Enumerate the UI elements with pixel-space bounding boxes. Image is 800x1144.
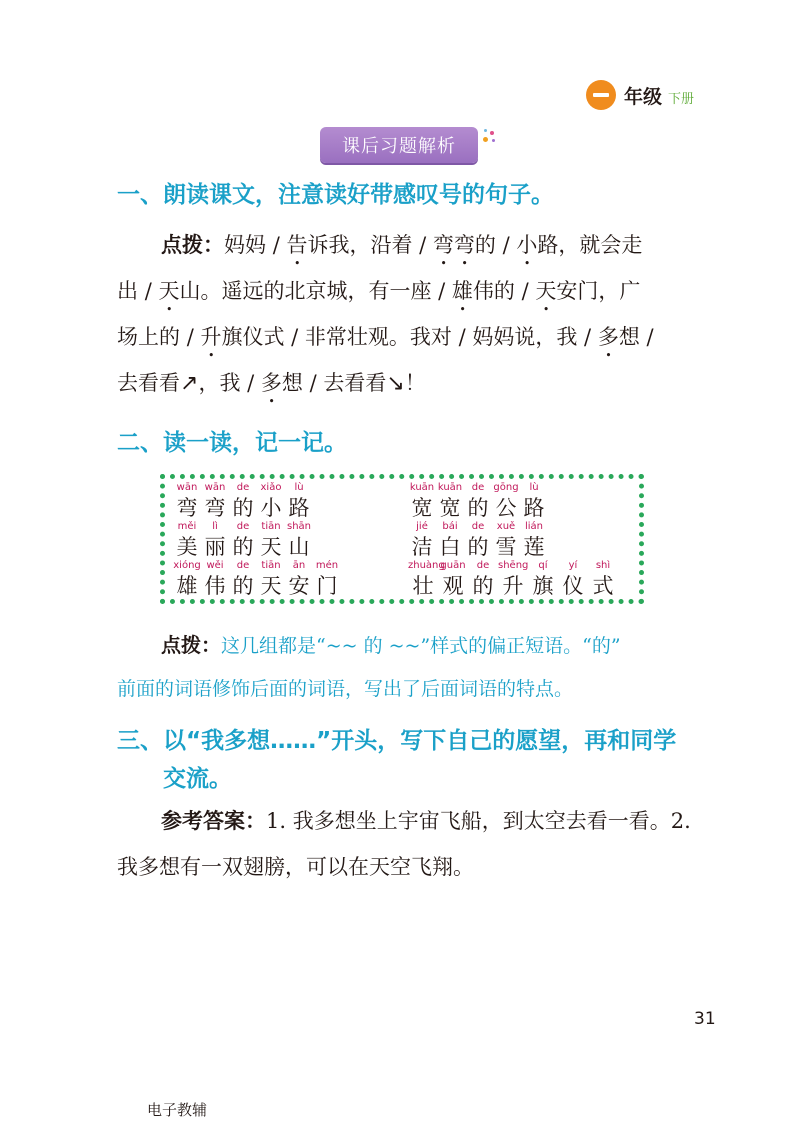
hanzi-char: 门	[316, 574, 338, 598]
pinyin-syllable: de	[236, 521, 250, 532]
hanzi-char: 洁	[411, 535, 433, 559]
grade-badge	[586, 80, 694, 110]
hanzi-char: 升	[502, 574, 524, 598]
footer-label: 电子教辅	[147, 1101, 208, 1119]
pinyin-syllable: xióng	[173, 560, 201, 571]
pinyin-syllable: guān	[440, 560, 466, 571]
answer-line-1: 1. 我多想坐上宇宙飞船，到太空去看一看。2.	[266, 809, 691, 833]
pinyin-syllable: qí	[538, 560, 548, 571]
hanzi-char: 路	[523, 496, 545, 520]
hanzi-char: 的	[467, 535, 489, 559]
hanzi-char: 仪	[562, 574, 584, 598]
question-3-answer	[117, 798, 717, 890]
hanzi-char: 弯	[204, 496, 226, 520]
pinyin-syllable: tiān	[261, 560, 281, 571]
pinyin-syllable: gōng	[493, 482, 519, 493]
section-banner: 课后习题解析	[320, 127, 478, 163]
hanzi-char: 白	[439, 535, 461, 559]
hanzi-char: 的	[232, 535, 254, 559]
question-1-hint: 点拨：妈妈 / 告诉我，沿着 / 弯弯的 / 小路，就会走 出 / 天山。遥远的北京城，有一座 / 雄伟的 / 天安门，广 场上的 / 升旗仪式 / 非常壮观。我对 / 妈妈说，我 / 多想 / 去看看↗，我 / 多想 / 去看看↘！	[117, 232, 654, 396]
pinyin-syllable: wān	[176, 482, 198, 493]
page-number: 31	[694, 1009, 716, 1029]
pinyin-syllable: wān	[204, 482, 226, 493]
pinyin-syllable: mén	[315, 560, 339, 571]
pinyin-syllable: de	[476, 560, 490, 571]
hanzi-char: 式	[592, 574, 614, 598]
hanzi-char: 天	[260, 535, 282, 559]
hanzi-char: 宽	[411, 496, 433, 520]
hanzi-char: 天	[260, 574, 282, 598]
hint-label: 点拨：	[161, 232, 224, 257]
hanzi-char: 的	[232, 574, 254, 598]
question-2-hint	[117, 623, 717, 711]
question-3-title-line-1: 三、以“我多想……”开头，写下自己的愿望，再和同学	[117, 728, 677, 754]
grade-circle-icon	[586, 80, 616, 110]
hanzi-char: 安	[288, 574, 310, 598]
pinyin-syllable: lì	[212, 521, 218, 532]
vocab-word	[173, 521, 313, 559]
hanzi-char: 美	[176, 535, 198, 559]
hanzi-char: 的	[232, 496, 254, 520]
vocab-word	[408, 560, 618, 598]
vocab-word	[173, 482, 313, 520]
pinyin-syllable: xiǎo	[260, 482, 282, 493]
pinyin-syllable: de	[471, 521, 485, 532]
hanzi-char: 宽	[439, 496, 461, 520]
pinyin-syllable: shēng	[498, 560, 529, 571]
pinyin-syllable: xuě	[496, 521, 516, 532]
hanzi-char: 公	[495, 496, 517, 520]
hanzi-char: 伟	[204, 574, 226, 598]
pinyin-syllable: lù	[294, 482, 304, 493]
hanzi-char: 路	[288, 496, 310, 520]
question-3-title-line-2: 交流。	[163, 766, 232, 792]
hanzi-char: 弯	[176, 496, 198, 520]
hanzi-char: 雪	[495, 535, 517, 559]
hanzi-char: 旗	[532, 574, 554, 598]
vocab-word	[408, 521, 548, 559]
pinyin-syllable: kuān	[437, 482, 463, 493]
answer-label: 参考答案：	[161, 808, 266, 833]
pinyin-syllable: de	[471, 482, 485, 493]
pinyin-syllable: yí	[568, 560, 578, 571]
pinyin-syllable: bái	[442, 521, 458, 532]
pinyin-syllable: shì	[595, 560, 611, 571]
volume-label: 下册	[668, 91, 695, 107]
pinyin-syllable: lián	[524, 521, 544, 532]
hanzi-char: 的	[467, 496, 489, 520]
pinyin-syllable: tiān	[261, 521, 281, 532]
vocab-word	[408, 482, 548, 520]
hanzi-char: 山	[288, 535, 310, 559]
pinyin-syllable: wěi	[206, 560, 224, 571]
pinyin-syllable: de	[236, 560, 250, 571]
hint-line-2: 前面的词语修饰后面的词语，写出了后面词语的特点。	[117, 678, 574, 700]
pinyin-syllable: měi	[177, 521, 197, 532]
sparkle-icon	[481, 128, 501, 148]
question-1-title: 一、朗读课文，注意读好带感叹号的句子。	[117, 182, 554, 208]
hanzi-char: 观	[442, 574, 464, 598]
pinyin-syllable: shān	[286, 521, 311, 532]
hanzi-char: 莲	[523, 535, 545, 559]
grade-label: 年级	[624, 85, 663, 108]
pinyin-syllable: lù	[529, 482, 539, 493]
pinyin-syllable: zhuàng	[408, 560, 445, 571]
hanzi-char: 雄	[176, 574, 198, 598]
vocab-word	[173, 560, 341, 598]
hint-line-1: 这几组都是“~~ 的 ~~”样式的偏正短语。“的”	[221, 635, 621, 657]
hint-label: 点拨：	[161, 633, 221, 657]
answer-line-2: 我多想有一双翅膀，可以在天空飞翔。	[117, 855, 474, 879]
pinyin-syllable: de	[236, 482, 250, 493]
pinyin-syllable: jié	[416, 521, 428, 532]
pinyin-syllable: ān	[292, 560, 306, 571]
hanzi-char: 壮	[412, 574, 434, 598]
hanzi-char: 的	[472, 574, 494, 598]
question-2-title: 二、读一读，记一记。	[117, 430, 347, 456]
hanzi-char: 小	[260, 496, 282, 520]
hanzi-char: 丽	[204, 535, 226, 559]
pinyin-syllable: kuān	[409, 482, 435, 493]
